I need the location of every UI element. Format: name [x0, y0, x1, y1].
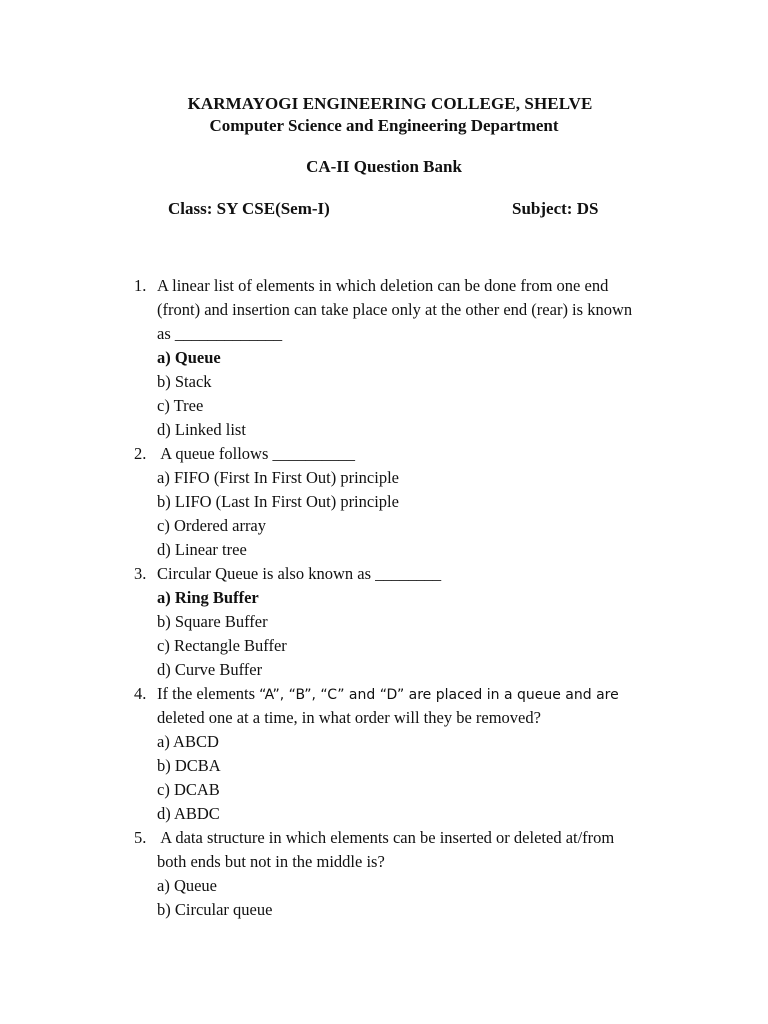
answer-option: a) ABCD — [157, 732, 219, 751]
question-text-line: Circular Queue is also known as ________ — [157, 564, 442, 583]
question-text-sans: “A”, “B”, “C” and “D” are placed in a queue and are — [259, 687, 619, 703]
answer-option: a) FIFO (First In First Out) principle — [157, 468, 399, 487]
question-5 — [0, 828, 768, 924]
question-number: 5. — [134, 828, 147, 847]
answer-option: c) DCAB — [157, 780, 220, 799]
question-text-line: as _____________ — [157, 324, 283, 343]
question-number: 3. — [134, 564, 147, 583]
answer-option: d) Linked list — [157, 420, 246, 439]
answer-option: c) Rectangle Buffer — [157, 636, 287, 655]
question-text-line: A linear list of elements in which deletion can be done from one end — [157, 276, 609, 295]
answer-option: a) Queue — [157, 876, 218, 895]
department-name: Computer Science and Engineering Department — [209, 116, 559, 135]
answer-option: c) Tree — [157, 396, 204, 415]
question-number: 1. — [134, 276, 147, 295]
question-2 — [0, 444, 768, 564]
question-4 — [0, 684, 768, 828]
answer-option: c) Ordered array — [157, 516, 267, 535]
question-text-line: (front) and insertion can take place only at the other end (rear) is known — [157, 300, 633, 319]
question-number: 2. — [134, 444, 147, 463]
question-1 — [0, 276, 768, 444]
question-text-line: A queue follows __________ — [157, 444, 355, 463]
answer-option-correct: a) Ring Buffer — [157, 588, 259, 607]
question-text-serif: deleted one at a time, in what order will they be removed? — [157, 708, 541, 727]
answer-option: b) DCBA — [157, 756, 221, 775]
answer-option-correct: a) Queue — [157, 348, 221, 367]
answer-option: b) Square Buffer — [157, 612, 268, 631]
college-name: KARMAYOGI ENGINEERING COLLEGE, SHELVE — [187, 94, 593, 113]
answer-option: b) Circular queue — [157, 900, 273, 919]
question-text-line: both ends but not in the middle is? — [157, 852, 385, 871]
question-3 — [0, 564, 768, 684]
subject-label: Subject: DS — [512, 199, 599, 218]
question-text-line — [0, 708, 768, 732]
answer-option: b) Stack — [157, 372, 212, 391]
question-list — [0, 276, 768, 924]
answer-option: d) Linear tree — [157, 540, 247, 559]
answer-option: d) ABDC — [157, 804, 220, 823]
question-text-line — [0, 684, 768, 708]
question-text-serif: If the elements — [157, 684, 260, 703]
document-title: CA-II Question Bank — [306, 157, 462, 176]
answer-option: d) Curve Buffer — [157, 660, 263, 679]
answer-option: b) LIFO (Last In First Out) principle — [157, 492, 399, 511]
question-number: 4. — [134, 684, 147, 703]
class-label: Class: SY CSE(Sem-I) — [168, 199, 330, 218]
question-text-line: A data structure in which elements can be inserted or deleted at/from — [157, 828, 615, 847]
